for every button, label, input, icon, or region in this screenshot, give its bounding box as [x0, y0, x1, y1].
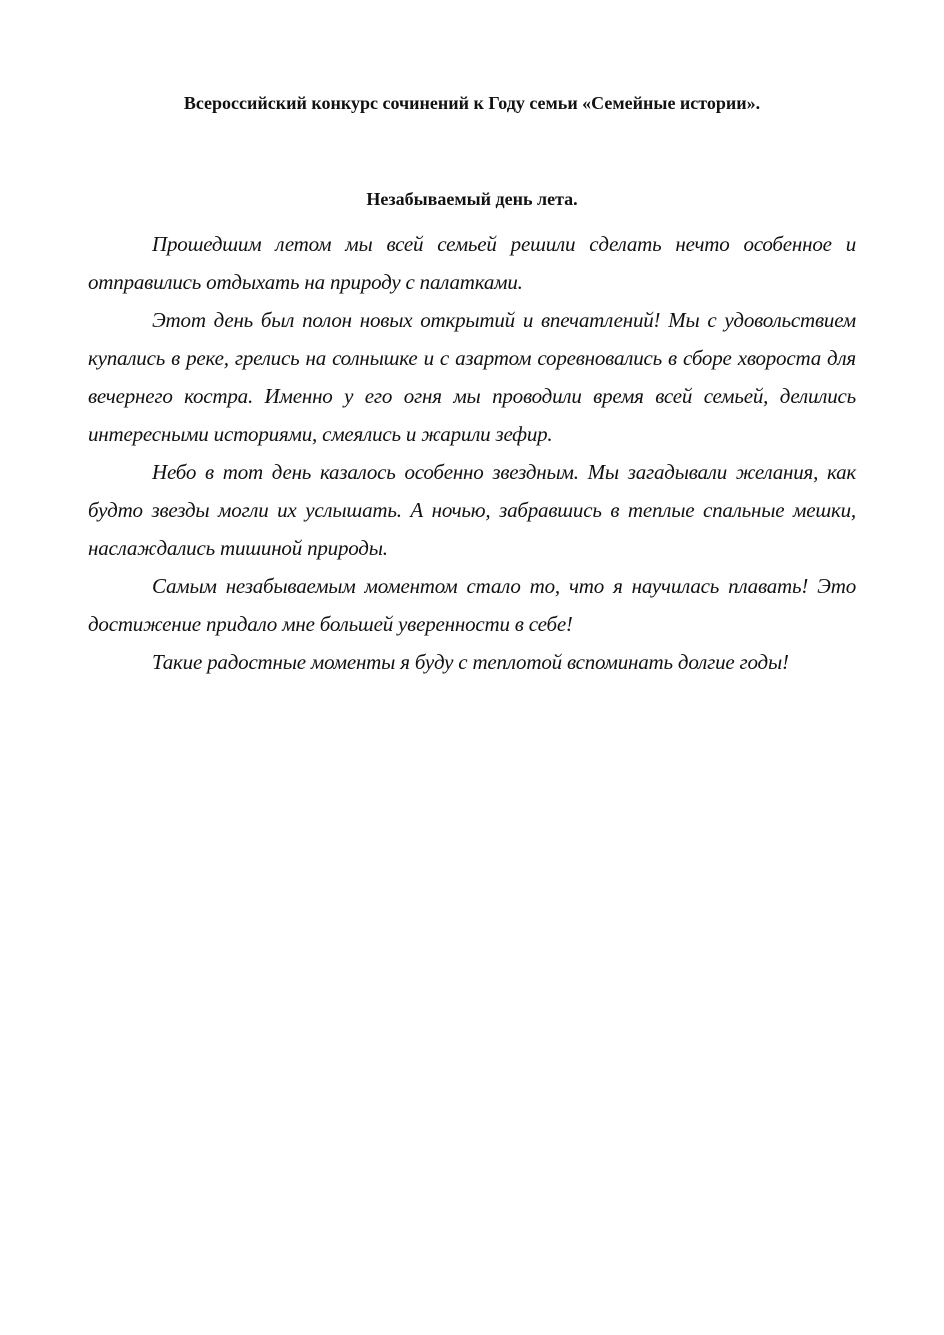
- essay-paragraph-5: Такие радостные моменты я буду с теплотой вспоминать долгие годы!: [152, 650, 789, 674]
- contest-title: Всероссийский конкурс сочинений к Году семьи «Семейные истории».: [183, 93, 761, 113]
- essay-title: Незабываемый день лета.: [366, 189, 578, 209]
- essay-paragraph-2: Этот день был полон новых открытий и впечатлений! Мы с удовольствием купались в реке, грелись на солнышке и с азартом соревновались в сборе хвороста для вечернего костра. Именно у его огня мы проводили время всей семьей, делились интересными историями, смеялись и жарили зефир.: [88, 308, 856, 446]
- essay-paragraph-3: Небо в тот день казалось особенно звездным. Мы загадывали желания, как будто звезды могли их услышать. А ночью, забравшись в теплые спальные мешки, наслаждались тишиной природы.: [88, 460, 856, 560]
- essay-paragraph-1: Прошедшим летом мы всей семьей решили сделать нечто особенное и отправились отдыхать на природу с палатками.: [88, 232, 856, 294]
- essay-paragraph-4: Самым незабываемым моментом стало то, что я научилась плавать! Это достижение придало мне большей уверенности в себе!: [88, 574, 856, 636]
- essay-body: [88, 225, 856, 681]
